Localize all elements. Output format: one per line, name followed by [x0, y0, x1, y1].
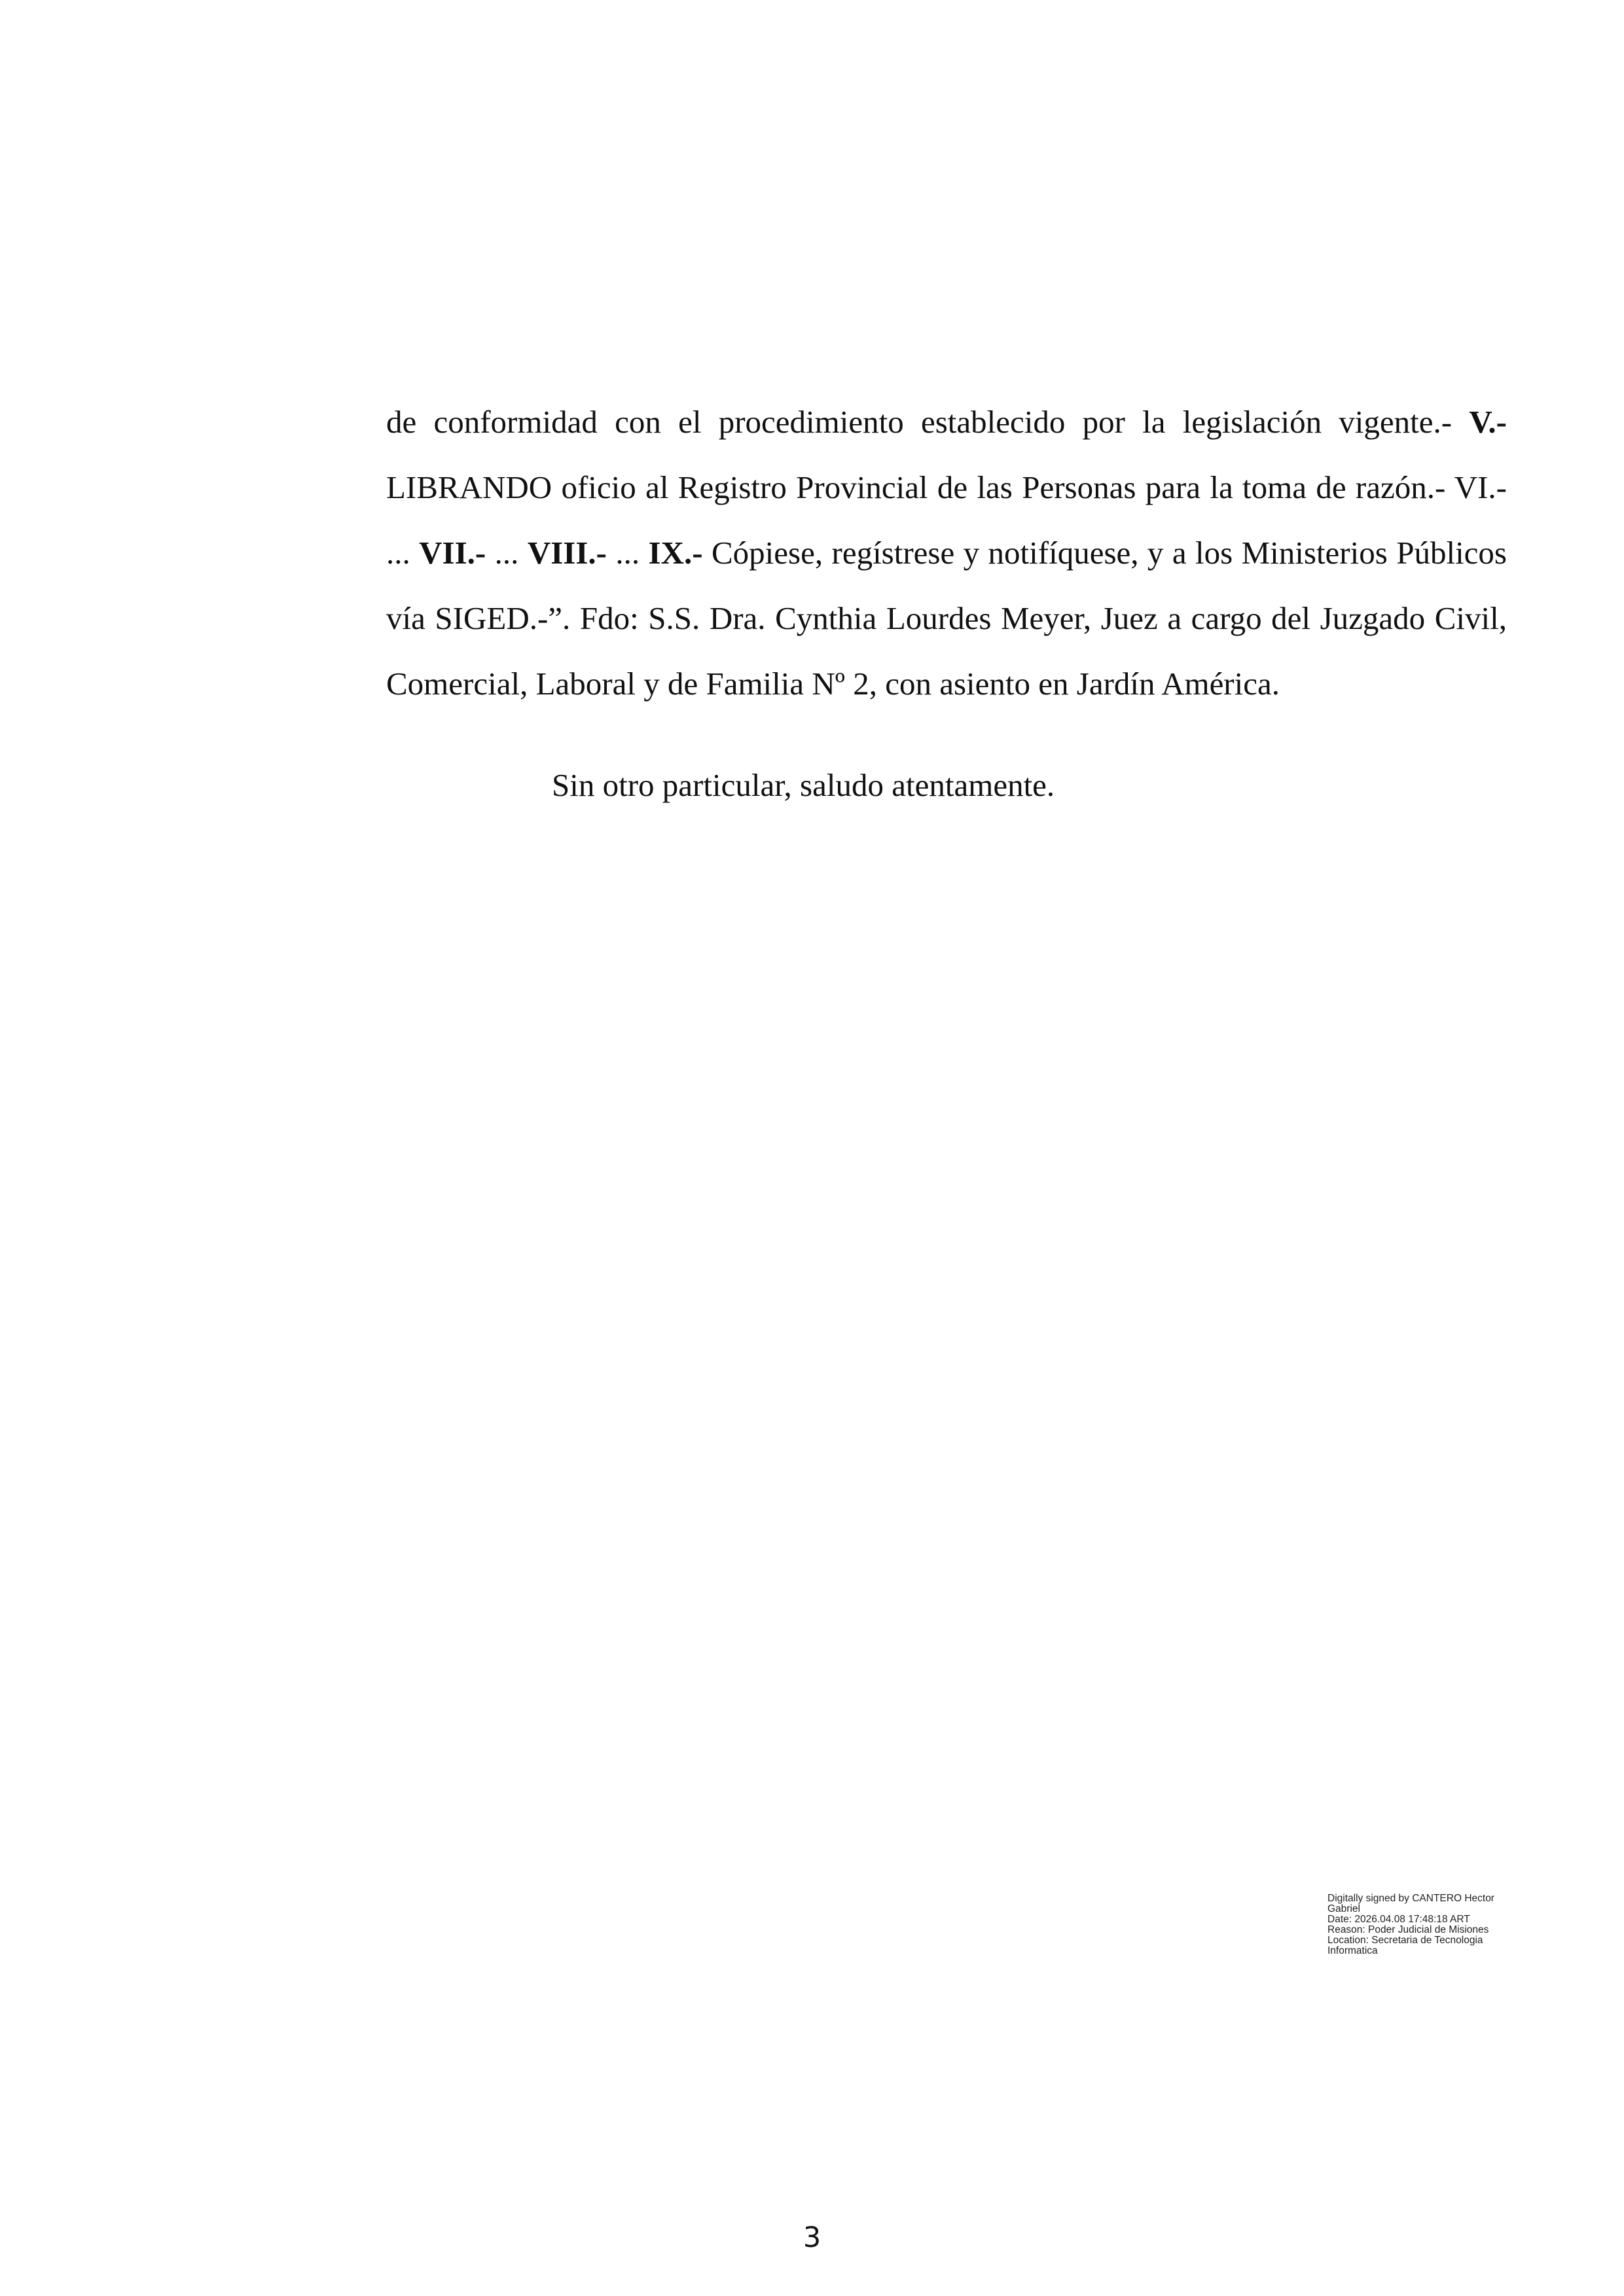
- numeral-vii: VII.-: [419, 535, 486, 571]
- signature-location: Location: Secretaria de Tecnologia Informatica: [1327, 1935, 1483, 1956]
- signature-reason: Reason: Poder Judicial de Misiones: [1327, 1924, 1489, 1935]
- closing-line: Sin otro particular, saludo atentamente.: [552, 767, 1055, 803]
- signature-signed-by: Digitally signed by CANTERO Hector Gabriel: [1327, 1893, 1494, 1914]
- signature-date: Date: 2026.04.08 17:48:18 ART: [1327, 1914, 1470, 1925]
- body-paragraph: [386, 389, 1507, 717]
- page-number: 3: [803, 2221, 821, 2254]
- paragraph-segment-5: Cópiese, regístrese y notifíquese, y a los Ministerios Públicos vía SIGED.-”. Fdo: S.S. Dra. Cynthia Lourdes Meyer, Juez a cargo del Juzgado Civil, Comercial, Laboral y de Familia Nº 2, con asiento en Jardín América.: [386, 535, 1507, 702]
- paragraph-segment-1: de conformidad con el procedimiento establecido por la legislación vigente.-: [386, 404, 1470, 440]
- numeral-viii: VIII.-: [527, 535, 607, 571]
- paragraph-segment-3: ...: [486, 535, 528, 571]
- digital-signature-block: [1327, 1893, 1517, 1956]
- paragraph-segment-4: ...: [606, 535, 649, 571]
- numeral-ix: IX.-: [648, 535, 703, 571]
- paragraph-segment-2: LIBRANDO oficio al Registro Provincial de las Personas para la toma de razón.- VI.- ...: [386, 469, 1507, 571]
- numeral-v: V.-: [1469, 404, 1507, 440]
- paragraph-text: [386, 389, 1507, 717]
